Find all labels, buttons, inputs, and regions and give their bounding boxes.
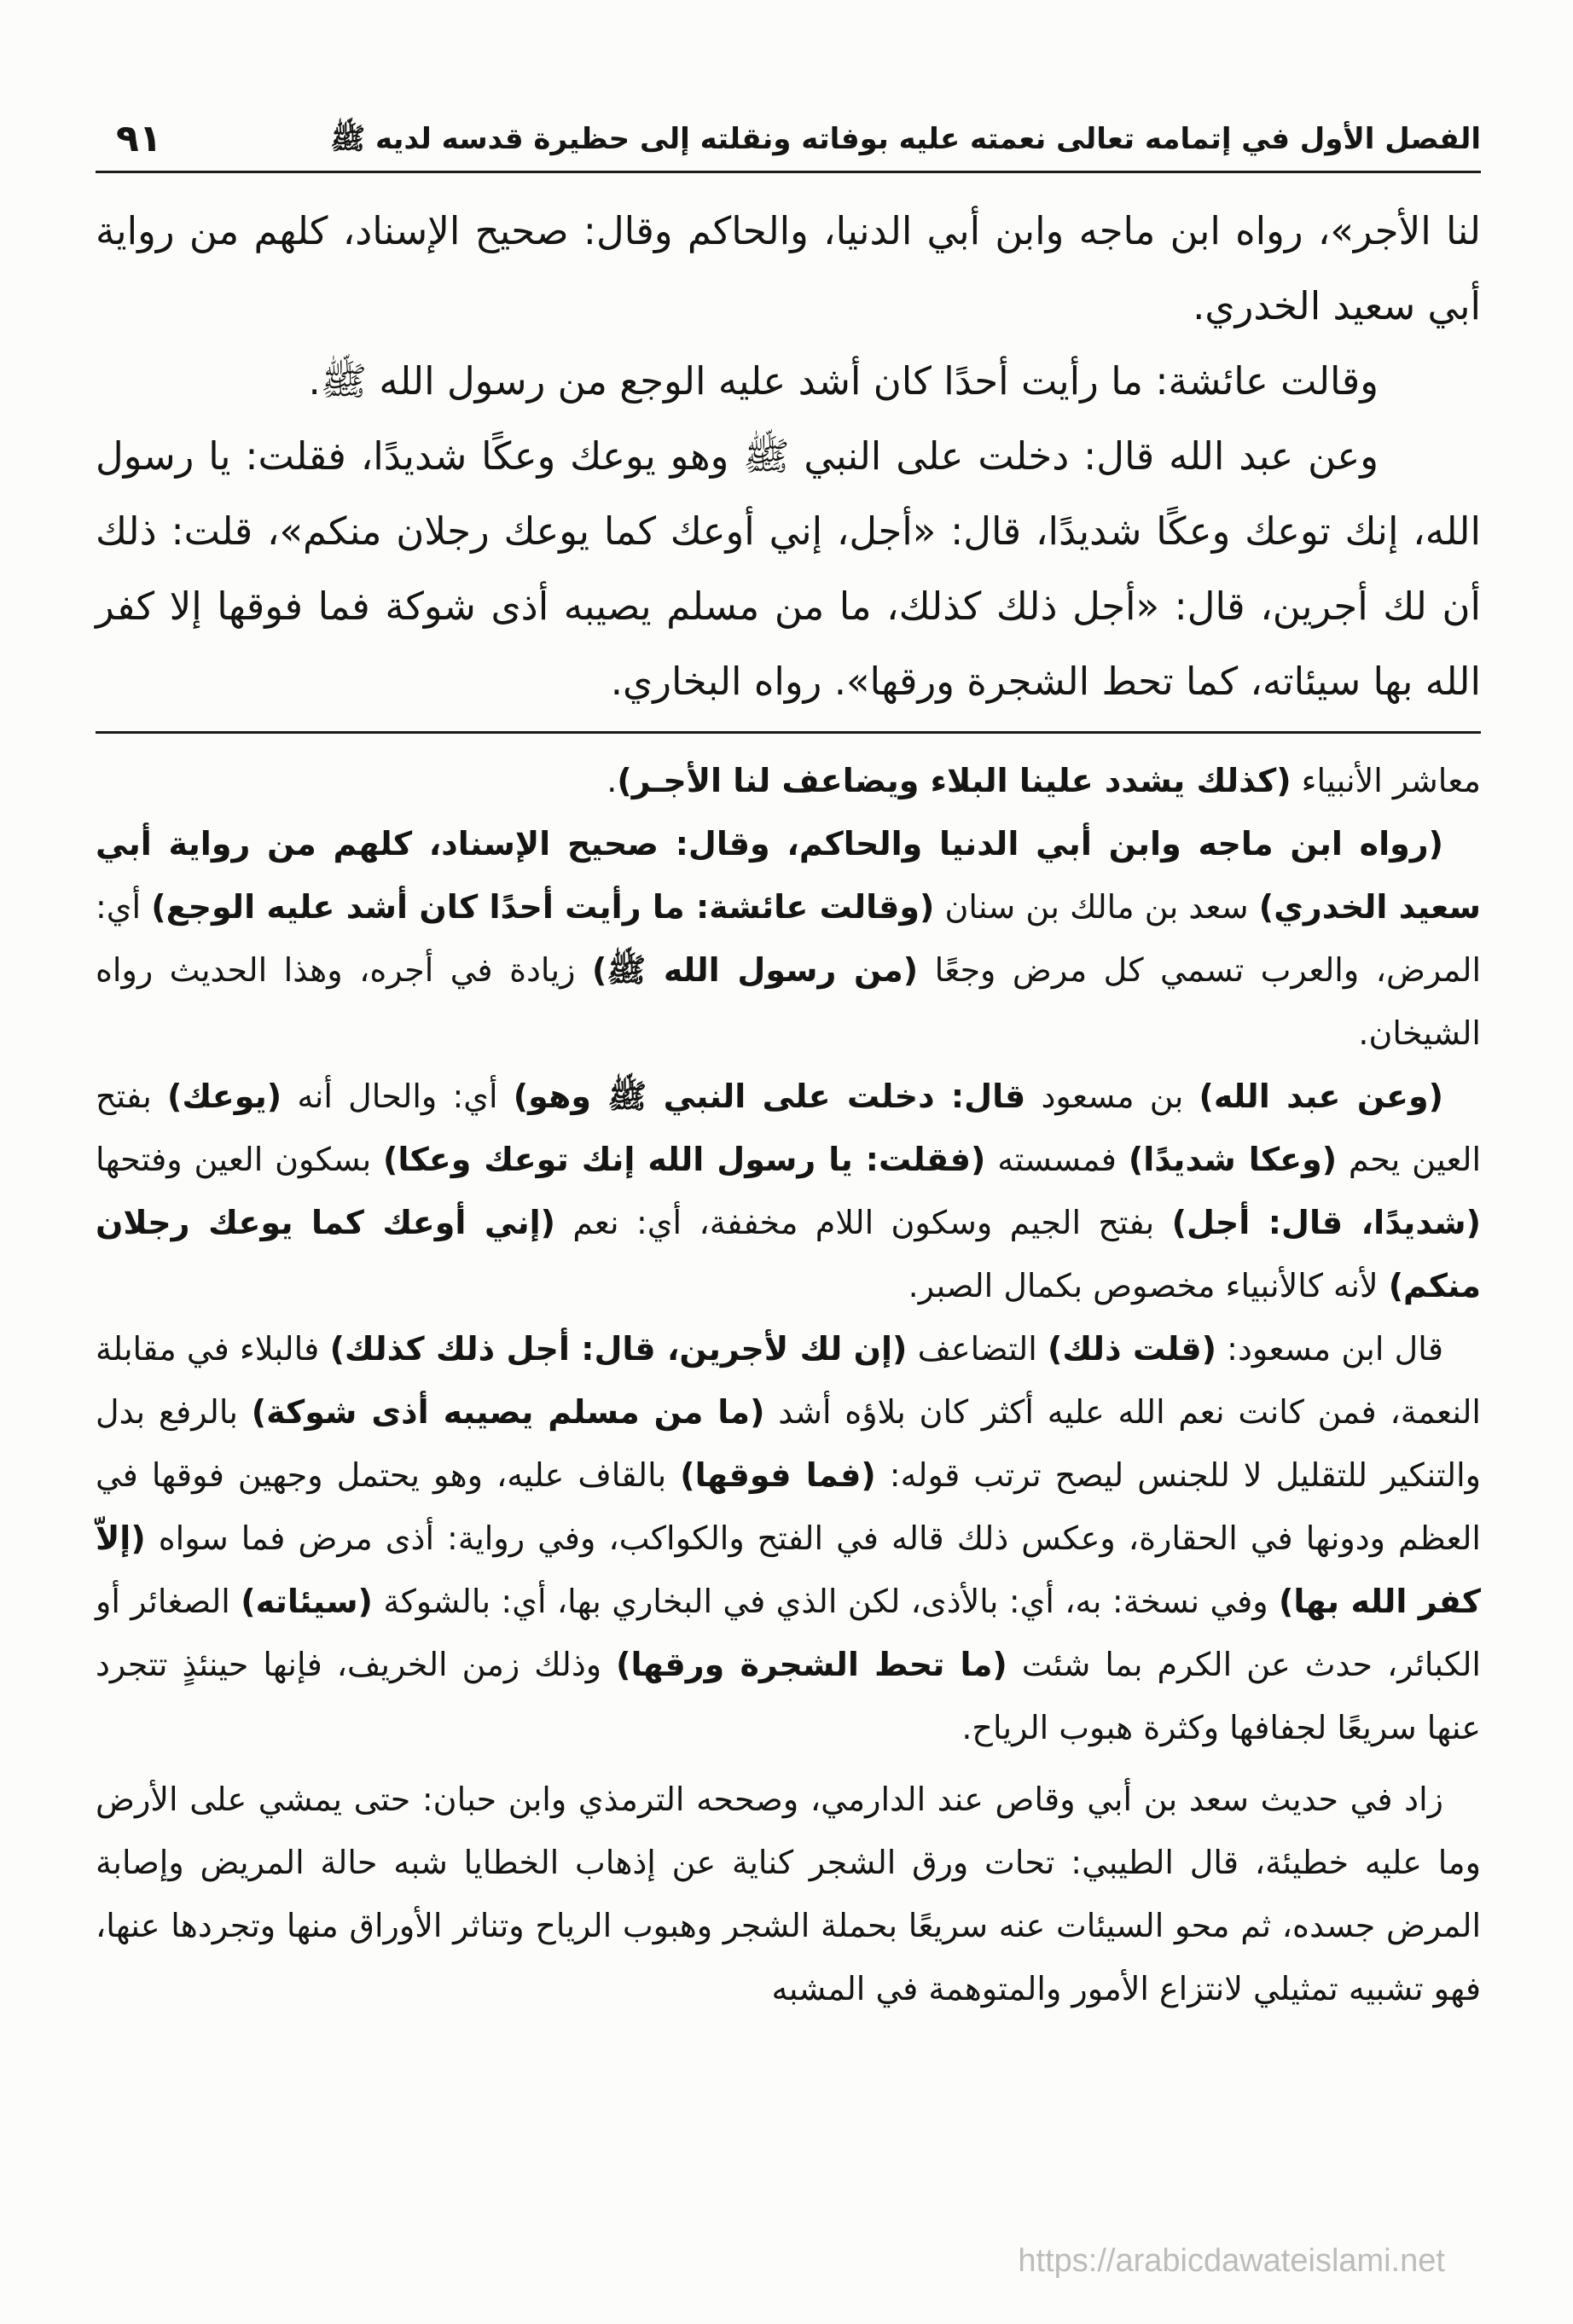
commentary-plain-text: بالرفع بدل والتنكير للتقليل لا للجنس ليصح ترتب قوله: — [96, 1393, 1481, 1494]
commentary-plain-text: التضاعف — [907, 1330, 1048, 1368]
commentary-plain-text: وذلك زمن الخريف، فإنها حينئذٍ تتجرد عنها سريعًا لجفافها وكثرة هبوب الرياح. — [96, 1646, 1481, 1746]
hadith-text — [96, 194, 1481, 719]
section-divider — [96, 731, 1481, 734]
commentary-quoted-text: قال: دخلت على النبي ﷺ وهو) — [513, 1078, 1026, 1115]
hadith-paragraph: وعن عبد الله قال: دخلت على النبي ﷺ وهو يوعك وعكًا شديدًا، فقلت: يا رسول الله، إنك توعك وعكًا شديدًا، قال: «أجل، إني أوعك كما يوعك رجلان منكم»، قلت: ذلك أن لك أجرين، قال: «أجل ذلك كذلك، ما من مسلم يصيبه أذى شوكة فما فوقها إلا كفر الله بها سيئاته، كما تحط الشجرة ورقها». رواه البخاري. — [96, 433, 1481, 704]
running-header-title: الفصل الأول في إتمامه تعالى نعمته عليه بوفاته ونقلته إلى حظيرة قدسه لديه ﷺ — [330, 122, 1481, 156]
commentary-quoted-text: (ما من مسلم يصيبه أذى شوكة) — [251, 1393, 765, 1431]
commentary-quoted-text: (سيئاته) — [241, 1583, 373, 1620]
commentary-plain-text: فمسسته — [985, 1141, 1129, 1178]
commentary-quoted-text: (ما تحط الشجرة ورقها) — [616, 1646, 1007, 1683]
page-number: ٩١ — [116, 117, 162, 160]
commentary-quoted-text: (وعكا شديدًا) — [1128, 1141, 1338, 1178]
commentary-quoted-text: (فقلت: يا رسول الله إنك توعك وعكا) — [383, 1141, 986, 1178]
commentary-quoted-text: (إلاّ كفر الله بها) — [96, 1519, 1481, 1620]
commentary — [96, 749, 1481, 2020]
commentary-plain-text: فالبلاء في مقابلة النعمة، فمن كانت نعم الله عليه أكثر كان بلاؤه أشد — [96, 1330, 1481, 1431]
commentary-paragraph — [96, 1317, 1481, 1759]
commentary-plain-text: معاشر الأنبياء — [1291, 762, 1481, 799]
watermark-url: https://arabicdawateislami.net — [1018, 2243, 1445, 2279]
hadith-paragraph: لنا الأجر»، رواه ابن ماجه وابن أبي الدنيا، والحاكم وقال: صحيح الإسناد، كلهم من رواية أبي سعيد الخدري. — [96, 208, 1481, 328]
commentary-quoted-text: (كذلك يشدد علينا البلاء ويضاعف لنا الأجـر) — [617, 762, 1291, 799]
commentary-plain-text: أي: والحال أنه — [282, 1078, 514, 1115]
commentary-plain-text: قال ابن مسعود: — [1216, 1330, 1443, 1368]
commentary-quoted-text: (من رسول الله ﷺ) — [591, 951, 919, 989]
commentary-plain-text: بسكون العين وفتحها — [96, 1141, 383, 1178]
commentary-plain-text: بفتح الجيم وسكون اللام مخففة، أي: نعم — [555, 1204, 1172, 1241]
commentary-plain-text: الصغائر أو الكبائر، حدث عن الكرم بما شئت — [96, 1583, 1481, 1683]
commentary-plain-text: لأنه كالأنبياء مخصوص بكمال الصبر. — [908, 1267, 1389, 1304]
commentary-plain-text: بفتح العين يحم — [96, 1078, 1482, 1178]
commentary-quoted-text: (فما فوقها) — [680, 1456, 876, 1494]
commentary-quoted-text: (شديدًا، قال: أجل) — [1171, 1204, 1482, 1241]
commentary-plain-text: بن مسعود — [1025, 1078, 1199, 1115]
commentary-plain-text: بالقاف عليه، وهو يحتمل وجهين فوقها في العظم ودونها في الحقارة، وعكس ذلك قاله في الفتح والكواكب، وفي رواية: أذى مرض فما سواه — [96, 1456, 1481, 1557]
commentary-plain-text: سعد بن مالك بن سنان — [934, 888, 1259, 926]
commentary-paragraph — [96, 1065, 1481, 1317]
commentary-quoted-text: (إن لك لأجرين، قال: أجل ذلك كذلك) — [329, 1330, 908, 1368]
commentary-paragraph — [96, 749, 1481, 812]
commentary-paragraph — [96, 812, 1481, 1065]
commentary-quoted-text: (يوعك) — [167, 1078, 282, 1115]
commentary-plain-text: زاد في حديث سعد بن أبي وقاص عند الدارمي، وصححه الترمذي وابن حبان: حتى يمشي على الأرض وما عليه خطيئة، قال الطيبي: تحات ورق الشجر كناية عن إذهاب الخطايا شبه حالة المريض وإصابة المرض جسده، ثم محو السيئات عنه سريعًا بحملة الشجر وهبوب الرياح وتناثر الأوراق منها وتجردها عنها، فهو تشبيه تمثيلي لانتزاع الأمور والمتوهمة في المشبه — [96, 1781, 1481, 2007]
commentary-quoted-text: (وقالت عائشة: ما رأيت أحدًا كان أشد عليه الوجع) — [151, 888, 935, 926]
commentary-plain-text: أي: المرض، والعرب تسمي كل مرض وجعًا — [96, 888, 1481, 989]
commentary-paragraph — [96, 1768, 1481, 2020]
commentary-quoted-text: (قلت ذلك) — [1048, 1330, 1216, 1368]
commentary-quoted-text: (إني أوعك كما يوعك رجلان منكم) — [96, 1204, 1481, 1304]
commentary-plain-text: زيادة في أجره، وهذا الحديث رواه الشيخان. — [96, 951, 1481, 1052]
commentary-quoted-text: (رواه ابن ماجه وابن أبي الدنيا والحاكم، وقال: صحيح الإسناد، كلهم من رواية أبي سعيد الخدري) — [96, 825, 1481, 926]
commentary-plain-text: وفي نسخة: به، أي: بالأذى، لكن الذي في البخاري بها، أي: بالشوكة — [372, 1583, 1280, 1620]
commentary-quoted-text: (وعن عبد الله) — [1199, 1078, 1443, 1115]
hadith-paragraph: وقالت عائشة: ما رأيت أحدًا كان أشد عليه الوجع من رسول الله ﷺ. — [308, 358, 1379, 404]
commentary-plain-text: . — [607, 762, 618, 799]
running-header — [96, 119, 1481, 173]
